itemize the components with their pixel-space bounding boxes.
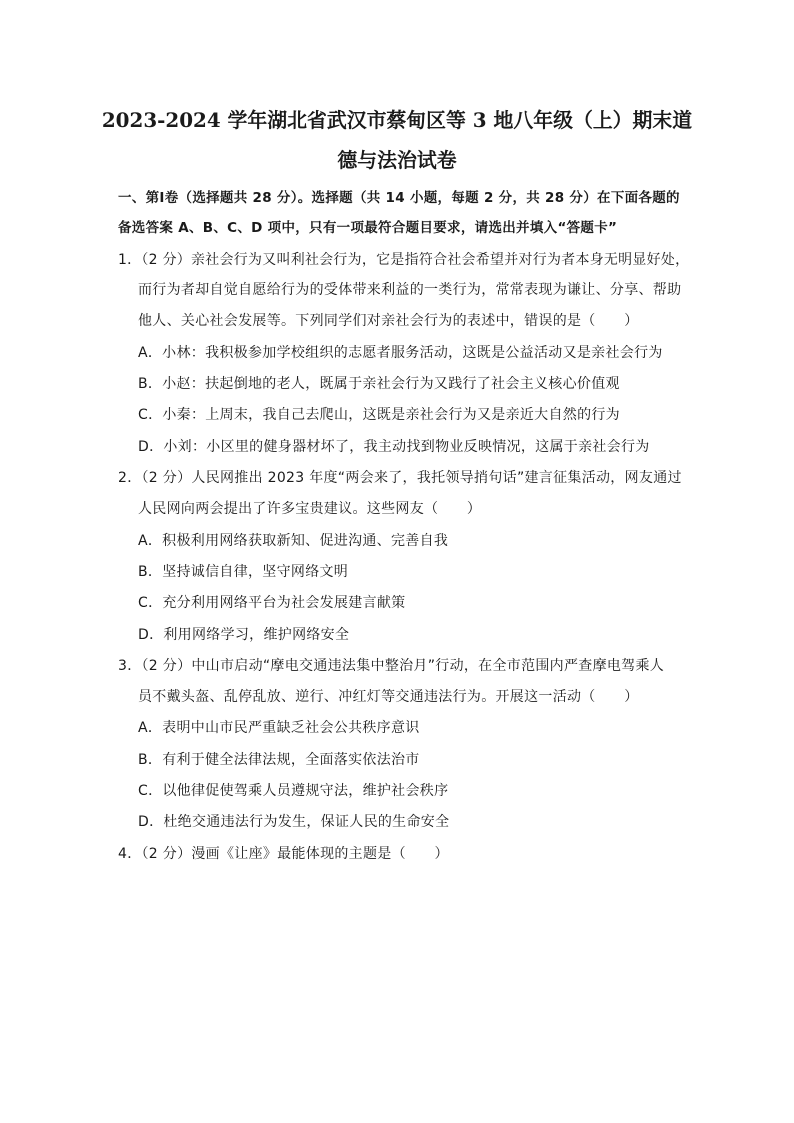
question-1-option-a: A．小林：我积极参加学校组织的志愿者服务活动，这既是公益活动又是亲社会行为 bbox=[138, 345, 663, 361]
question-1-option-c: C．小秦：上周末，我自己去爬山，这既是亲社会行为又是亲近大自然的行为 bbox=[138, 407, 620, 423]
question-3-option-d: D．杜绝交通违法行为发生，保证人民的生命安全 bbox=[138, 814, 450, 830]
question-1-option-b: B．小赵：扶起倒地的老人，既属于亲社会行为又践行了社会主义核心价值观 bbox=[138, 376, 620, 392]
question-1-option-d: D．小刘：小区里的健身器材坏了，我主动找到物业反映情况，这属于亲社会行为 bbox=[138, 439, 650, 455]
question-2-line-2: 人民网向两会提出了许多宝贵建议。这些网友（ ） bbox=[138, 501, 482, 517]
question-3-option-a: A．表明中山市民严重缺乏社会公共秩序意识 bbox=[138, 720, 420, 736]
section-instruction-line-1: 一、第Ⅰ卷（选择题共 28 分）。选择题（共 14 小题，每题 2 分，共 28 分）在下面各题的 bbox=[118, 190, 680, 206]
exam-title-line-1: 2023-2024 学年湖北省武汉市蔡甸区等 3 地八年级（上）期末道 bbox=[101, 108, 693, 132]
question-2-line-1: 2．（2 分）人民网推出 2023 年度“两会来了，我托领导捎句话”建言征集活动，网友通过 bbox=[118, 470, 682, 486]
question-2-option-a: A．积极利用网络获取新知、促进沟通、完善自我 bbox=[138, 533, 449, 549]
question-3-line-2: 员不戴头盔、乱停乱放、逆行、冲红灯等交通违法行为。开展这一活动（ ） bbox=[138, 689, 639, 705]
question-2-option-d: D．利用网络学习，维护网络安全 bbox=[138, 627, 350, 643]
question-4-line-1: 4．（2 分）漫画《让座》最能体现的主题是（ ） bbox=[118, 846, 449, 862]
question-1-line-2: 而行为者却自觉自愿给行为的受体带来利益的一类行为，常常表现为谦让、分享、帮助 bbox=[138, 282, 682, 298]
exam-title-line-2: 德与法治试卷 bbox=[337, 148, 457, 172]
question-2-option-c: C．充分利用网络平台为社会发展建言献策 bbox=[138, 595, 406, 611]
question-1-line-3: 他人、关心社会发展等。下列同学们对亲社会行为的表述中，错误的是（ ） bbox=[138, 313, 639, 329]
section-instruction-line-2: 备选答案 A、B、C、D 项中，只有一项最符合题目要求，请选出并填入“答题卡” bbox=[118, 220, 618, 236]
question-2-option-b: B．坚持诚信自律，坚守网络文明 bbox=[138, 564, 349, 580]
question-1-line-1: 1．（2 分）亲社会行为又叫利社会行为，它是指符合社会希望并对行为者本身无明显好处， bbox=[118, 252, 690, 268]
question-3-option-b: B．有利于健全法律法规，全面落实依法治市 bbox=[138, 752, 420, 768]
question-3-line-1: 3．（2 分）中山市启动“摩电交通违法集中整治月”行动，在全市范围内严查摩电驾乘人 bbox=[118, 658, 665, 674]
question-3-option-c: C．以他律促使驾乘人员遵规守法，维护社会秩序 bbox=[138, 783, 449, 799]
